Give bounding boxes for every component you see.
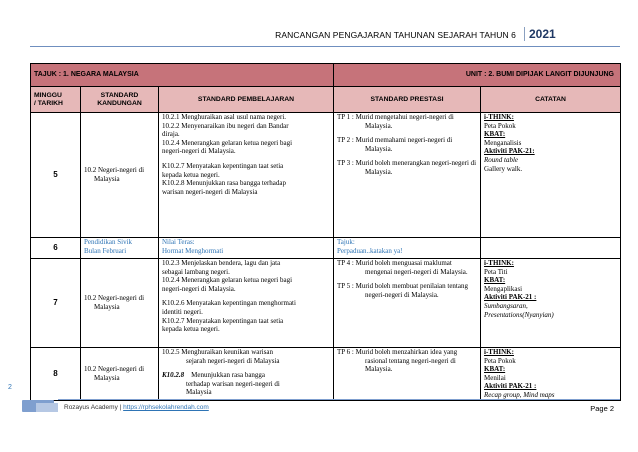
footer-credit: Rozayus Academy | https://rphsekolahrendah.com: [64, 404, 209, 411]
week-number: 8: [31, 348, 81, 401]
tajuk-row: [31, 64, 621, 87]
kandungan-cell: 10.2 Negeri-negeri di Malaysia: [81, 113, 159, 238]
catatan-cell: i-THINK: Peta Titi KBAT: Mengaplikasi Aktiviti PAK-21 : Sumbangsaran, Presentations(Nyanyian): [481, 259, 621, 348]
pembelajaran-cell: 10.2.1 Menghuraikan asal usul nama negeri. 10.2.2 Menyenaraikan ibu negeri dan Bandar diraja. 10.2.4 Menerangkan gelaran ketua negeri bagi negeri-negeri di Malaysia. K10.2.7 Menyatakan kepentingan taat setia kepada ketua negeri. K10.2.8 Menunjukkan rasa bangga terhadap warisan negeri-negeri di Malaysia: [159, 113, 334, 238]
catatan-cell: i-THINK: Peta Pokok KBAT: Menilai Aktiviti PAK-21 : Recap group, Mind maps: [481, 348, 621, 401]
catatan-cell: i-THINK: Peta Pokok KBAT: Menganalisis Aktiviti PAK-21: Round table Gallery walk.: [481, 113, 621, 238]
tajuk-label: TAJUK : 1. NEGARA MALAYSIA: [31, 64, 334, 87]
pembelajaran-cell: 10.2.3 Menjelaskan bendera, lagu dan jata sebagai lambang negeri. 10.2.4 Menerangkan gelaran ketua negeri bagi negeri-negeri di Malaysia. K10.2.6 Menyatakan kepentingan menghormati identiti negeri. K10.2.7 Menyatakan kepentingan taat setia kepada ketua negeri.: [159, 259, 334, 348]
footer-decoration-light: [36, 403, 58, 412]
col-prestasi: STANDARD PRESTASI: [334, 87, 481, 113]
header-divider: [30, 46, 620, 47]
footer-website-link[interactable]: https://rphsekolahrendah.com: [123, 404, 209, 411]
col-minggu: MINGGU / TARIKH: [31, 87, 81, 113]
catatan-cell: [481, 238, 621, 259]
table-row-week-6: [31, 238, 621, 259]
table-row-week-7: [31, 259, 621, 348]
pembelajaran-cell: Nilai Teras: Hormat Menghormati: [159, 238, 334, 259]
column-header-row: [31, 87, 621, 113]
document-year: 2021: [524, 27, 556, 41]
week-number: 6: [31, 238, 81, 259]
unit-label: UNIT : 2. BUMI DIPIJAK LANGIT DIJUNJUNG: [334, 64, 621, 87]
kandungan-cell: 10.2 Negeri-negeri di Malaysia: [81, 259, 159, 348]
lesson-plan-table: [30, 63, 621, 401]
col-catatan: CATATAN: [481, 87, 621, 113]
prestasi-cell: TP 6 : Murid boleh menzahirkan idea yang rasional tentang negeri-negeri di Malaysia.: [334, 348, 481, 401]
prestasi-cell: TP 1 : Murid mengetahui negeri-negeri di Malaysia. TP 2 : Murid memahami negeri-negeri di Malaysia. TP 3 : Murid boleh menerangkan negeri-negeri di Malaysia.: [334, 113, 481, 238]
prestasi-cell: TP 4 : Murid boleh menguasai maklumat mengenai negeri-negeri di Malaysia. TP 5 : Murid boleh membuat penilaian tentang negeri-negeri di Malaysia.: [334, 259, 481, 348]
footer-divider: [58, 399, 620, 400]
col-kandungan: STANDARD KANDUNGAN: [81, 87, 159, 113]
week-number: 5: [31, 113, 81, 238]
prestasi-cell: Tajuk: Perpaduan..katakan ya!: [334, 238, 481, 259]
kandungan-cell: 10.2 Negeri-negeri di Malaysia: [81, 348, 159, 401]
table-row-week-5: [31, 113, 621, 238]
kandungan-cell: Pendidikan Sivik Bulan Februari: [81, 238, 159, 259]
side-page-number: 2: [8, 384, 12, 391]
footer-page-number: Page 2: [590, 404, 614, 413]
col-pembelajaran: STANDARD PEMBELAJARAN: [159, 87, 334, 113]
table-row-week-8: [31, 348, 621, 401]
week-number: 7: [31, 259, 81, 348]
document-title: RANCANGAN PENGAJARAN TAHUNAN SEJARAH TAHUN 6: [275, 30, 516, 40]
pembelajaran-cell: 10.2.5 Menghuraikan keunikan warisan sejarah negeri-negeri di Malaysia K10.2.8 Menunjukkan rasa bangga terhadap warisan negeri-negeri di Malaysia: [159, 348, 334, 401]
